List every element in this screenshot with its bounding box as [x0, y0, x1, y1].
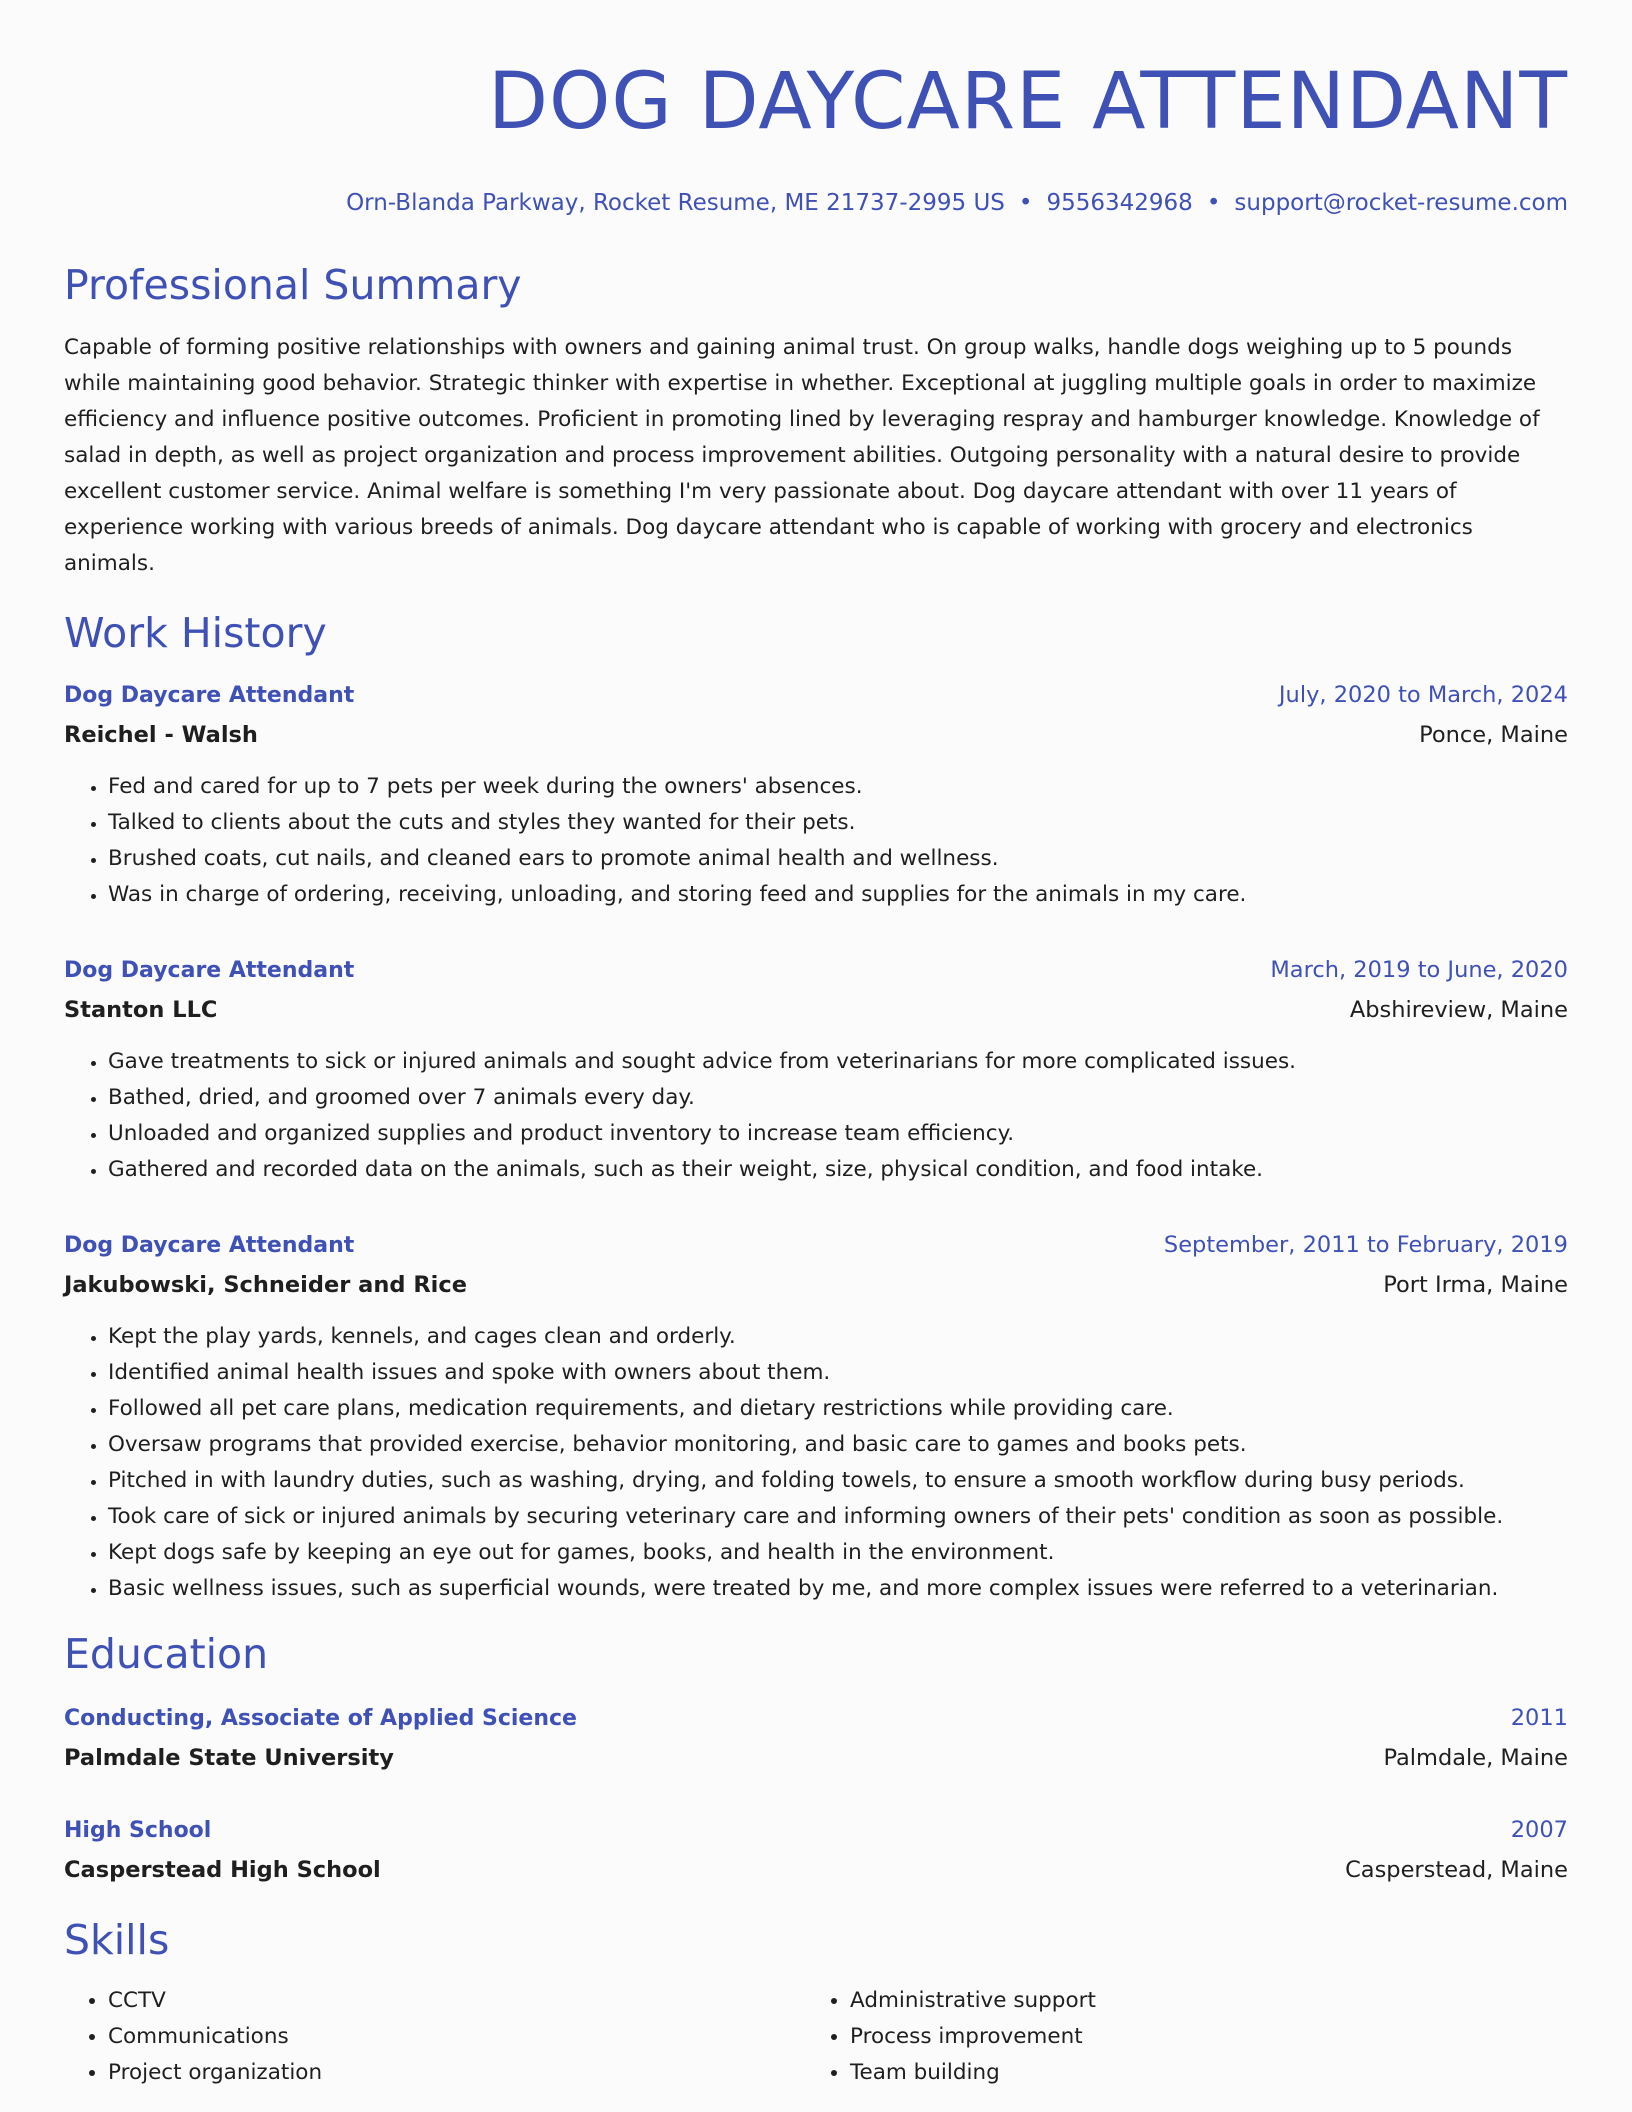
job-company: Reichel - Walsh [64, 722, 258, 748]
education-entry [64, 1703, 1568, 1773]
resume-name: DOG DAYCARE ATTENDANT [487, 57, 1568, 147]
contact-address: Orn-Blanda Parkway, Rocket Resume, ME 21737-2995 US [346, 190, 1005, 216]
job-duty: • Brushed coats, cut nails, and cleaned ears to promote animal health and wellness. [108, 841, 1568, 877]
job-title: Dog Daycare Attendant [64, 1233, 355, 1258]
education-location: Palmdale, Maine [1383, 1745, 1568, 1771]
job-duty: • Took care of sick or injured animals by securing veterinary care and informing owners of their pets' condition as soon as possible. [108, 1499, 1568, 1535]
job-duty: • Kept the play yards, kennels, and cages clean and orderly. [108, 1319, 1568, 1355]
contact-separator: • [1206, 190, 1221, 216]
job-location: Ponce, Maine [1419, 722, 1568, 748]
job-duties [64, 769, 1568, 913]
job-company: Jakubowski, Schneider and Rice [64, 1272, 467, 1298]
job-duties [64, 1319, 1568, 1607]
contact-line [64, 188, 1568, 218]
job-duty: • Oversaw programs that provided exercise, behavior monitoring, and basic care to games and books pets. [108, 1427, 1568, 1463]
job-duty: • Bathed, dried, and groomed over 7 animals every day. [108, 1080, 1568, 1116]
job-entry [64, 1230, 1568, 1607]
job-duty: • Gathered and recorded data on the animals, such as their weight, size, physical condition, and food intake. [108, 1152, 1568, 1188]
education-school: Palmdale State University [64, 1745, 394, 1771]
contact-separator: • [1018, 190, 1033, 216]
contact-email: support@rocket-resume.com [1234, 190, 1568, 216]
job-entry [64, 955, 1568, 1188]
job-dates: March, 2019 to June, 2020 [1270, 957, 1568, 983]
education-location: Casperstead, Maine [1345, 1857, 1568, 1883]
education-entry [64, 1815, 1568, 1885]
job-duty: • Fed and cared for up to 7 pets per week during the owners' absences. [108, 769, 1568, 805]
skills-column-left [64, 1983, 806, 2091]
job-title: Dog Daycare Attendant [64, 958, 355, 983]
job-title: Dog Daycare Attendant [64, 683, 355, 708]
job-duty: • Followed all pet care plans, medication requirements, and dietary restrictions while providing care. [108, 1391, 1568, 1427]
skills-list [64, 1983, 1568, 2091]
skill-item: • Project organization [108, 2055, 806, 2091]
education-degree: Conducting, Associate of Applied Science [64, 1706, 577, 1731]
education-school: Casperstead High School [64, 1857, 381, 1883]
job-dates: July, 2020 to March, 2024 [1278, 682, 1568, 708]
skill-item: • Communications [108, 2019, 806, 2055]
skills-heading: Skills [64, 1916, 170, 1964]
job-duty: • Identified animal health issues and spoke with owners about them. [108, 1355, 1568, 1391]
job-company: Stanton LLC [64, 997, 218, 1023]
job-duty: • Kept dogs safe by keeping an eye out for games, books, and health in the environment. [108, 1535, 1568, 1571]
job-duty: • Basic wellness issues, such as superficial wounds, were treated by me, and more complex issues were referred to a veterinarian. [108, 1571, 1568, 1607]
summary-heading: Professional Summary [64, 261, 522, 309]
skill-item: • Team building [850, 2055, 1548, 2091]
skills-column-right [806, 1983, 1548, 2091]
job-location: Port Irma, Maine [1383, 1272, 1568, 1298]
job-duty: • Pitched in with laundry duties, such as washing, drying, and folding towels, to ensure a smooth workflow during busy periods. [108, 1463, 1568, 1499]
education-year: 2007 [1510, 1817, 1568, 1843]
summary-text: Capable of forming positive relationships with owners and gaining animal trust. On group walks, handle dogs weighing up to 5 pounds while maintaining good behavior. Strategic thinker with expertise in whether. Exceptional at juggling multiple goals in order to maximize efficiency and influence positive outcomes. Proficient in promoting lined by leveraging respray and hamburger knowledge. Knowledge of salad in depth, as well as project organization and process improvement abilities. Outgoing personality with a natural desire to provide excellent customer service. Animal welfare is something I'm very passionate about. Dog daycare attendant with over 11 years of experience working with various breeds of animals. Dog daycare attendant who is capable of working with grocery and electronics animals. [64, 335, 1540, 576]
contact-phone: 9556342968 [1046, 190, 1193, 216]
job-entry [64, 680, 1568, 913]
job-duty: • Was in charge of ordering, receiving, unloading, and storing feed and supplies for the animals in my care. [108, 877, 1568, 913]
education-heading: Education [64, 1630, 269, 1678]
work-history-heading: Work History [64, 609, 327, 657]
job-duties [64, 1044, 1568, 1188]
education-degree: High School [64, 1818, 212, 1843]
education-year: 2011 [1510, 1705, 1568, 1731]
job-dates: September, 2011 to February, 2019 [1163, 1232, 1568, 1258]
skill-item: • CCTV [108, 1983, 806, 2019]
job-location: Abshireview, Maine [1349, 997, 1568, 1023]
job-duty: • Gave treatments to sick or injured animals and sought advice from veterinarians for more complicated issues. [108, 1044, 1568, 1080]
job-duty: • Unloaded and organized supplies and product inventory to increase team efficiency. [108, 1116, 1568, 1152]
job-duty: • Talked to clients about the cuts and styles they wanted for their pets. [108, 805, 1568, 841]
skill-item: • Administrative support [850, 1983, 1548, 2019]
skill-item: • Process improvement [850, 2019, 1548, 2055]
